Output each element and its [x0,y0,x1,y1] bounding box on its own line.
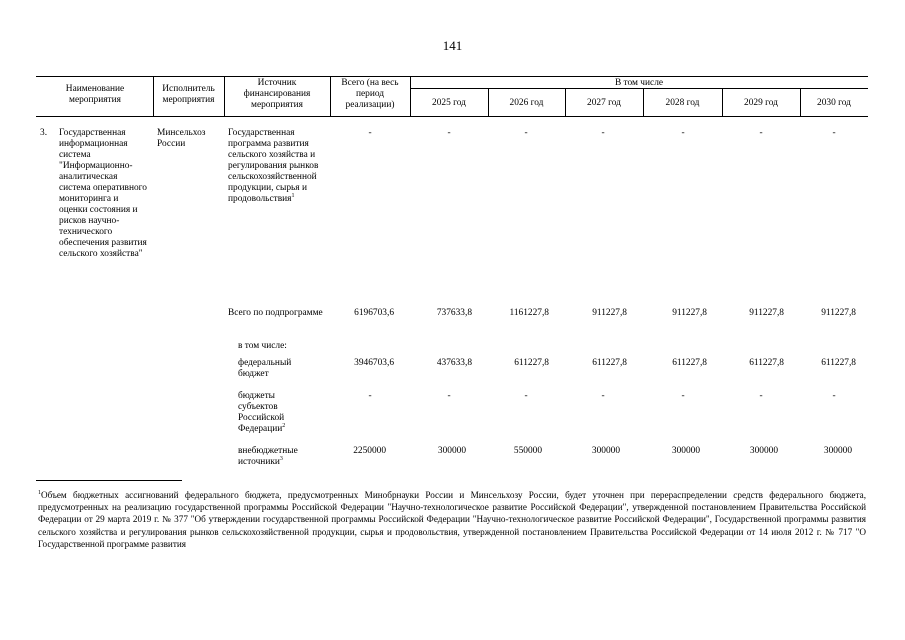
activity-year-value: - [759,128,763,138]
row-footnote-marker: 3 [279,455,283,462]
activity-year-value: - [524,128,528,138]
header-year: 2028 год [665,98,700,108]
activity-year-value: - [681,128,685,138]
row-year-value: 300000 [437,446,466,456]
row-year-value: 911227,8 [749,308,784,318]
footnote-separator [36,480,182,481]
activity-source-text: Государственная программа развития сельского хозяйства и регулирования рынков сельскохозяйственной продукции, сырья и продовольствия [228,128,319,204]
row-year-value: 611227,8 [749,358,784,368]
activity-executor: Минсельхоз России [157,128,206,149]
row-label: Всего по подпрограмме [228,308,323,318]
row-year-value: 911227,8 [821,308,856,318]
header-year: 2027 год [587,98,621,108]
row-label: федеральный бюджет [238,358,292,379]
header-source: Источник финансирования мероприятия [243,78,311,110]
activity-name: Государственная информационная система "Информационно-аналитическая система оперативного мониторинга и оценки состояния и рисков научно-технического обеспечения развития сельского хозяйства" [59,128,147,259]
row-year-value: 911227,8 [592,308,627,318]
header-year: 2030 год [817,98,851,108]
row-year-value: - [759,391,763,401]
row-year-value: 611227,8 [821,358,856,368]
activity-source [228,128,330,205]
activity-year-value: - [832,128,836,138]
page-number: 141 [442,38,463,53]
activity-year-value: - [447,128,451,138]
row-year-value: 300000 [823,446,852,456]
footnote-text: Объем бюджетных ассигнований федерального бюджета, предусмотренных Минобрнауки России и Минсельхозу России, будет уточнен при перераспределении средств федерального бюджета, предусмотренных на реализацию государственной программы Российской Федерации "Научно-технологическое развитие Российской Федерации", утвержденной постановлением Правительства Российской Федерации от 29 марта 2019 г. № 377 "Об утверждении государственной программы Российской Федерации "Научно-технологическое развитие Российской Федерации", Государственной программы развития сельского хозяйства и регулирования рынков сельскохозяйственной продукции, сырья и продовольствия, утвержденной постановлением Правительства Российской Федерации от 14 июля 2012 г. № 717 "О Государственной программе развития [38,490,866,549]
row-label [238,446,314,468]
row-year-value: 611227,8 [514,358,549,368]
header-divider [224,76,225,116]
activity-total: - [368,128,372,138]
row-year-value: 437633,8 [436,358,472,368]
row-footnote-marker: 2 [282,422,286,429]
row-total: 6196703,6 [354,308,394,318]
header-including: В том числе [614,78,664,88]
activity-year-value: - [601,128,605,138]
row-year-value: - [524,391,528,401]
header-executor: Исполнитель мероприятия [162,84,215,105]
row-year-value: 611227,8 [672,358,707,368]
row-year-value: 300000 [591,446,620,456]
row-total: 3946703,6 [354,358,394,368]
row-label [238,391,302,435]
row-label: в том числе: [238,341,287,351]
row-label-text: внебюджетные источники [238,446,298,467]
row-year-value: - [681,391,685,401]
row-year-value: 300000 [749,446,778,456]
header-bottom-rule [36,116,868,117]
row-year-value: - [447,391,451,401]
row-total: 2250000 [353,446,386,456]
row-year-value: 737633,8 [436,308,472,318]
row-year-value: - [601,391,605,401]
row-year-value: 550000 [513,446,542,456]
footnote-marker: 1 [38,489,41,496]
row-year-value: - [832,391,836,401]
activity-source-footnote-marker: 1 [291,192,295,199]
row-year-value: 300000 [671,446,700,456]
row-year-value: 1161227,8 [509,308,549,318]
row-total: - [368,391,372,401]
header-total: Всего (на весь период реализации) [341,78,399,110]
row-label-text: бюджеты субъектов Российской Федерации [238,391,285,434]
header-year: 2026 год [509,98,544,108]
table-top-rule [36,76,868,77]
header-year: 2029 год [744,98,778,108]
header-name: Наименование мероприятия [65,84,125,105]
header-year: 2025 год [432,98,466,108]
row-year-value: 611227,8 [592,358,627,368]
activity-number: 3. [40,128,48,138]
row-year-value: 911227,8 [672,308,707,318]
header-divider [330,76,331,116]
footnote [38,489,866,550]
header-divider [153,76,154,116]
